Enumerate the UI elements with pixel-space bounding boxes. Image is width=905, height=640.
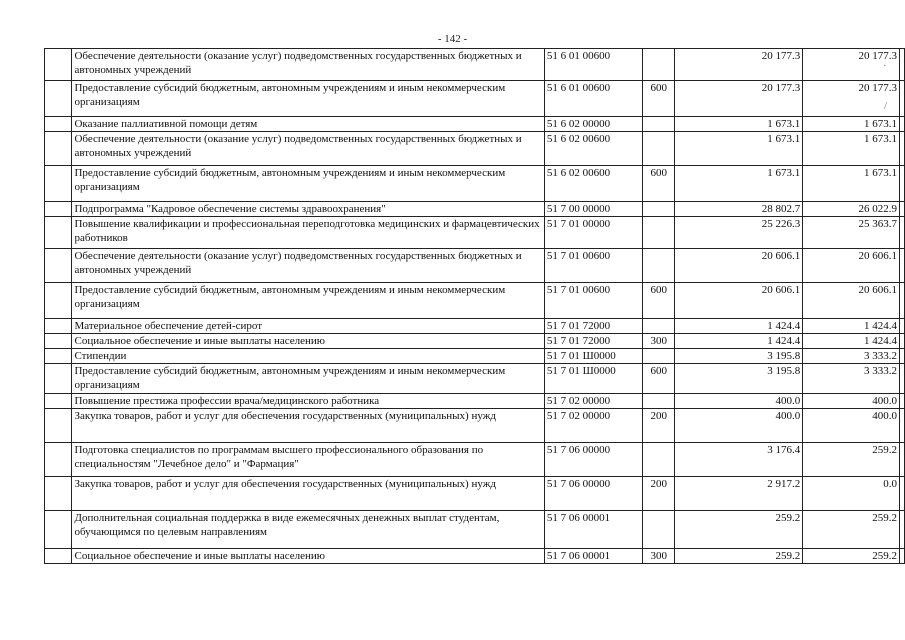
row-code: 51 6 02 00000 xyxy=(544,117,642,132)
row-amount-2: 1 424.4 xyxy=(803,319,900,334)
table-row xyxy=(45,477,905,511)
page-number: - 142 - xyxy=(437,33,468,45)
row-name: Оказание паллиативной помощи детям xyxy=(72,117,544,132)
row-expense-type xyxy=(643,349,675,364)
row-amount-2: 1 673.1 xyxy=(803,117,900,132)
row-name: Материальное обеспечение детей-сирот xyxy=(72,319,544,334)
row-code: 51 7 06 00001 xyxy=(544,549,642,564)
row-code: 51 6 02 00600 xyxy=(544,166,642,202)
row-number-cell xyxy=(45,319,72,334)
row-gap-cell xyxy=(899,81,904,117)
row-amount-1: 20 177.3 xyxy=(675,49,803,81)
row-code: 51 6 01 00600 xyxy=(544,81,642,117)
margin-mark: / xyxy=(884,100,888,112)
row-number-cell xyxy=(45,364,72,394)
row-gap-cell xyxy=(899,117,904,132)
row-gap-cell xyxy=(899,511,904,549)
row-code: 51 7 02 00000 xyxy=(544,409,642,443)
row-number-cell xyxy=(45,549,72,564)
row-expense-type: 200 xyxy=(643,477,675,511)
row-amount-2: 259.2 xyxy=(803,549,900,564)
row-name: Стипендии xyxy=(72,349,544,364)
row-amount-2: 20 606.1 xyxy=(803,283,900,319)
row-amount-1: 1 673.1 xyxy=(675,166,803,202)
table-row xyxy=(45,394,905,409)
row-amount-1: 3 195.8 xyxy=(675,364,803,394)
row-amount-1: 20 606.1 xyxy=(675,283,803,319)
row-code: 51 7 00 00000 xyxy=(544,202,642,217)
row-amount-1: 400.0 xyxy=(675,409,803,443)
row-amount-1: 1 424.4 xyxy=(675,334,803,349)
table-row xyxy=(45,202,905,217)
row-code: 51 7 06 00000 xyxy=(544,443,642,477)
row-number-cell xyxy=(45,166,72,202)
row-number-cell xyxy=(45,283,72,319)
row-gap-cell xyxy=(899,319,904,334)
row-name: Предоставление субсидий бюджетным, автономным учреждениям и иным некоммерческим организациям xyxy=(72,166,544,202)
row-code: 51 7 06 00001 xyxy=(544,511,642,549)
row-gap-cell xyxy=(899,283,904,319)
row-expense-type xyxy=(643,117,675,132)
row-gap-cell xyxy=(899,394,904,409)
table-row xyxy=(45,283,905,319)
row-number-cell xyxy=(45,477,72,511)
row-gap-cell xyxy=(899,132,904,166)
row-gap-cell xyxy=(899,349,904,364)
row-code: 51 7 01 Ш0000 xyxy=(544,349,642,364)
row-amount-2: 1 424.4 xyxy=(803,334,900,349)
row-amount-2: 259.2 xyxy=(803,511,900,549)
row-amount-1: 20 177.3 xyxy=(675,81,803,117)
row-name: Обеспечение деятельности (оказание услуг) подведомственных государственных бюджетных и автономных учреждений xyxy=(72,49,544,81)
row-number-cell xyxy=(45,49,72,81)
row-expense-type xyxy=(643,249,675,283)
row-expense-type xyxy=(643,394,675,409)
row-amount-2: 20 177.3 xyxy=(803,81,900,117)
row-name: Подготовка специалистов по программам высшего профессионального образования по специальностям "Лечебное дело" и "Фармация" xyxy=(72,443,544,477)
table-row xyxy=(45,81,905,117)
row-name: Предоставление субсидий бюджетным, автономным учреждениям и иным некоммерческим организациям xyxy=(72,364,544,394)
row-amount-2: 259.2 xyxy=(803,443,900,477)
table-row xyxy=(45,409,905,443)
row-code: 51 6 02 00600 xyxy=(544,132,642,166)
row-code: 51 7 02 00000 xyxy=(544,394,642,409)
row-expense-type xyxy=(643,217,675,249)
row-name: Социальное обеспечение и иные выплаты населению xyxy=(72,549,544,564)
table-row xyxy=(45,166,905,202)
row-number-cell xyxy=(45,217,72,249)
row-amount-1: 3 195.8 xyxy=(675,349,803,364)
table-row xyxy=(45,364,905,394)
row-name: Повышение престижа профессии врача/медицинского работника xyxy=(72,394,544,409)
row-expense-type: 300 xyxy=(643,549,675,564)
table-row xyxy=(45,443,905,477)
row-expense-type: 300 xyxy=(643,334,675,349)
row-amount-2: 26 022.9 xyxy=(803,202,900,217)
table-row xyxy=(45,349,905,364)
row-name: Дополнительная социальная поддержка в виде ежемесячных денежных выплат студентам, обучающимся по целевым направлениям xyxy=(72,511,544,549)
row-amount-2: 1 673.1 xyxy=(803,132,900,166)
row-name: Социальное обеспечение и иные выплаты населению xyxy=(72,334,544,349)
row-expense-type xyxy=(643,132,675,166)
row-code: 51 7 01 00600 xyxy=(544,249,642,283)
row-number-cell xyxy=(45,132,72,166)
row-expense-type xyxy=(643,443,675,477)
row-amount-1: 1 673.1 xyxy=(675,132,803,166)
row-code: 51 7 01 72000 xyxy=(544,319,642,334)
row-expense-type xyxy=(643,202,675,217)
row-gap-cell xyxy=(899,217,904,249)
row-expense-type: 600 xyxy=(643,283,675,319)
row-gap-cell xyxy=(899,443,904,477)
row-number-cell xyxy=(45,202,72,217)
row-expense-type xyxy=(643,511,675,549)
row-amount-1: 1 424.4 xyxy=(675,319,803,334)
row-amount-2: 3 333.2 xyxy=(803,364,900,394)
table-row xyxy=(45,132,905,166)
row-number-cell xyxy=(45,117,72,132)
row-number-cell xyxy=(45,249,72,283)
row-amount-2: 3 333.2 xyxy=(803,349,900,364)
row-name: Закупка товаров, работ и услуг для обеспечения государственных (муниципальных) нужд xyxy=(72,477,544,511)
row-code: 51 7 06 00000 xyxy=(544,477,642,511)
margin-mark: · xyxy=(883,60,887,72)
row-amount-1: 259.2 xyxy=(675,549,803,564)
row-name: Предоставление субсидий бюджетным, автономным учреждениям и иным некоммерческим организациям xyxy=(72,283,544,319)
row-amount-1: 2 917.2 xyxy=(675,477,803,511)
budget-table xyxy=(44,48,905,564)
row-name: Повышение квалификации и профессиональная переподготовка медицинских и фармацевтических работников xyxy=(72,217,544,249)
budget-table-container xyxy=(44,48,905,564)
table-row xyxy=(45,217,905,249)
row-amount-1: 25 226.3 xyxy=(675,217,803,249)
row-name: Закупка товаров, работ и услуг для обеспечения государственных (муниципальных) нужд xyxy=(72,409,544,443)
row-amount-1: 3 176.4 xyxy=(675,443,803,477)
row-gap-cell xyxy=(899,477,904,511)
row-gap-cell xyxy=(899,549,904,564)
row-gap-cell xyxy=(899,249,904,283)
row-expense-type xyxy=(643,49,675,81)
row-amount-2: 1 673.1 xyxy=(803,166,900,202)
row-amount-2: 25 363.7 xyxy=(803,217,900,249)
table-row xyxy=(45,319,905,334)
row-code: 51 7 01 00600 xyxy=(544,283,642,319)
row-amount-2: 20 177.3 xyxy=(803,49,900,81)
row-gap-cell xyxy=(899,334,904,349)
row-number-cell xyxy=(45,349,72,364)
row-expense-type xyxy=(643,319,675,334)
table-row xyxy=(45,49,905,81)
row-name: Обеспечение деятельности (оказание услуг) подведомственных государственных бюджетных и автономных учреждений xyxy=(72,132,544,166)
row-expense-type: 600 xyxy=(643,166,675,202)
row-code: 51 7 01 00000 xyxy=(544,217,642,249)
row-number-cell xyxy=(45,409,72,443)
row-amount-2: 400.0 xyxy=(803,394,900,409)
row-expense-type: 200 xyxy=(643,409,675,443)
row-number-cell xyxy=(45,443,72,477)
table-row xyxy=(45,334,905,349)
row-amount-1: 28 802.7 xyxy=(675,202,803,217)
row-gap-cell xyxy=(899,166,904,202)
row-name: Предоставление субсидий бюджетным, автономным учреждениям и иным некоммерческим организациям xyxy=(72,81,544,117)
row-gap-cell xyxy=(899,409,904,443)
table-row xyxy=(45,117,905,132)
table-row xyxy=(45,511,905,549)
row-code: 51 7 01 72000 xyxy=(544,334,642,349)
row-amount-1: 20 606.1 xyxy=(675,249,803,283)
row-amount-1: 400.0 xyxy=(675,394,803,409)
row-amount-1: 1 673.1 xyxy=(675,117,803,132)
row-name: Подпрограмма "Кадровое обеспечение системы здравоохранения" xyxy=(72,202,544,217)
row-code: 51 6 01 00600 xyxy=(544,49,642,81)
row-amount-2: 20 606.1 xyxy=(803,249,900,283)
row-number-cell xyxy=(45,81,72,117)
row-gap-cell xyxy=(899,49,904,81)
row-amount-2: 0.0 xyxy=(803,477,900,511)
row-number-cell xyxy=(45,394,72,409)
row-gap-cell xyxy=(899,364,904,394)
row-expense-type: 600 xyxy=(643,364,675,394)
row-amount-2: 400.0 xyxy=(803,409,900,443)
table-row xyxy=(45,249,905,283)
row-name: Обеспечение деятельности (оказание услуг) подведомственных государственных бюджетных и автономных учреждений xyxy=(72,249,544,283)
row-gap-cell xyxy=(899,202,904,217)
row-expense-type: 600 xyxy=(643,81,675,117)
row-code: 51 7 01 Ш0000 xyxy=(544,364,642,394)
row-number-cell xyxy=(45,511,72,549)
row-number-cell xyxy=(45,334,72,349)
row-amount-1: 259.2 xyxy=(675,511,803,549)
table-row xyxy=(45,549,905,564)
